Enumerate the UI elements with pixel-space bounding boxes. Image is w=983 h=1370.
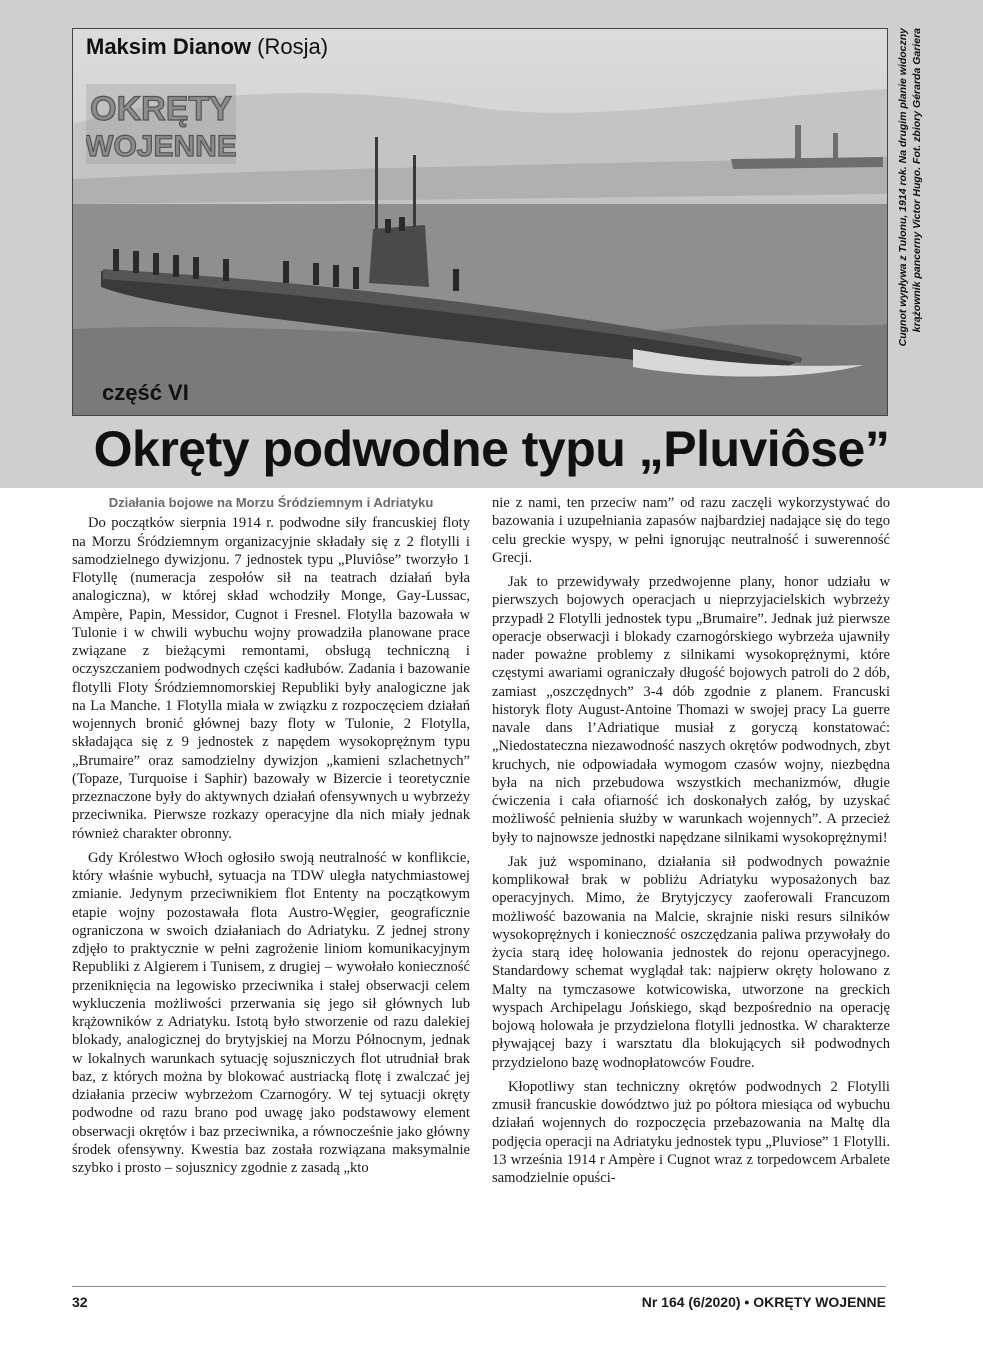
paragraph: Gdy Królestwo Włoch ogłosiło swoją neutralność w konflikcie, który właśnie wybuchł, sytuacja na TDW uległa natychmiastowej zmianie. Jedynym przeciwnikiem flot Ententy na początkowym etapie wojny pozostawała flota Austro-Węgier, geograficznie ograniczona w swoich działaniach do Adriatyku. Z jednej strony zdjęło to praktycznie w pełni zagrożenie liniom komunikacyjnym Republiki z Algierem i Tunisem, z drugiej – wywołało konieczność przeniknięcia na legowisko przeciwnika i stałej obserwacji celem wykluczenia możliwości przerwania się jego sił głównych lub krążowników z Adriatyku. Istotą było stworzenie od razu dalekiej blokady, analogicznej do brytyjskiej na Morzu Północnym, jednak w lokalnych warunkach sytuację sojuszniczych flot utrudniał brak baz, z których można by blokować austriacką flotę i zwalczać jej działania przeciw wybrzeżom Czarnogóry. W tej sytuacji okręty podwodne od razu brano pod uwagę jako podstawowy element obserwacji okrętów i baz przeciwnika, a równocześnie jako główny środek ofensywny. Kwestia baz została rozwiązana maksymalnie szybko i prosto – sojusznicy zgodnie z zasadą „kto [72,849,470,1176]
photo-caption [896,28,926,414]
svg-text:OKRĘTY: OKRĘTY [90,90,232,128]
photo-caption-line-2: krążownik pancerny Victor Hugo. Fot. zbiory Gérarda Gariera [911,28,923,333]
footer-divider [72,1286,886,1287]
article-title: Okręty podwodne typu „Pluviôse” [93,421,890,477]
paragraph: Kłopotliwy stan techniczny okrętów podwodnych 2 Flotylli zmusił francuskie dowództwo już po półtora miesiąca od wybuchu działań wojennych do rozpoczęcia przebazowania na Maltę dla podjęcia operacji na Adriatyku jednostek typu „Pluviose” 1 Flotylli. 13 września 1914 r Ampère i Cugnot wraz z torpedowcem Arbalete samodzielnie opuści- [492,1078,890,1186]
right-column [492,494,890,1187]
page-number: 32 [72,1294,88,1310]
magazine-logo [86,84,236,164]
paragraph: nie z nami, ten przeciw nam” od razu zaczęli wykorzystywać do bazowania i uzupełniania zapasów najbardziej nadające się do tego celu greckie wyspy, w pełni ignorując neutralność i suwerenność Grecji. [492,495,890,566]
paragraph: Jak to przewidywały przedwojenne plany, honor udziału w pierwszych bojowych operacjach u nieprzyjacielskich wybrzeży przypadł 2 Flotylli jednostek typu „Brumaire”. Jednak już pierwsze operacje obserwacji i blokady czarnogórskiego wybrzeża ujawniły nader poważne problemy z silnikami wysokoprężnymi, które częstymi awariami ograniczały długość bojowych patroli do 2 dób, zamiast „oszczędnych” 3-4 dób zgodnie z planem. Francuski historyk floty August-Antoine Thomazi w swojej pracy La guerre navale dans l’Adriatique musiał z goryczą konstatować: „Niedostateczna niezawodność naszych okrętów podwodnych, zbyt kruchych, nie odpowiadała wymogom czasów wojny, niezbędna była na nich przebudowa wszystkich mechanizmów, długie ćwiczenia i cała ofiarność ich doskonałych załóg, by uzyskać możliwość pełnienia służby w warunkach wojennych”. A przecież były to najnowsze jednostki napędzane silnikami wysokoprężnymi! [492,574,890,846]
left-column [72,494,470,1177]
svg-text:WOJENNE: WOJENNE [86,130,236,163]
photo-caption-line-1: Cugnot wypływa z Tulonu, 1914 rok. Na drugim planie widoczny [897,28,909,347]
paragraph: Jak już wspominano, działania sił podwodnych poważnie komplikował brak w pobliżu Adriatyku wyposażonych baz operacyjnych. Mimo, że Brytyjczycy zaoferowali Francuzom możliwość bazowania na Malcie, skrajnie niski resurs silników wysokoprężnych i konieczność oszczędzania paliwa przywołały do życia starą ideę holowania jednostek do rejonu operacyjnego. Standardowy schemat wyglądał tak: najpierw okręty holowano z Malty na tymczasowe kotwicowiska, utworzone na greckich wyspach Archipelagu Jońskiego, skąd bezpośrednio na operację bojową holowała je przydzielona flotylli jednostka. W charakterze pływającej bazy i warsztatu dla blokujących sił podwodnych przydzielono bazę wodnopłatowców Foudre. [492,853,890,1071]
author-country: (Rosja) [257,34,329,59]
section-heading: Działania bojowe na Morzu Śródziemnym i Adriatyku [108,495,434,510]
author-line [86,34,328,60]
part-label: część VI [102,380,189,405]
paragraph: Do początków sierpnia 1914 r. podwodne siły francuskiej floty na Morzu Śródziemnym organizacyjnie składały się z 2 flotylli i samodzielnego dywizjonu. 7 jednostek typu „Pluviôse” tworzyło 1 Flotyllę (numeracja zespołów sił na teatrach działań była analogiczna), w której skład wchodziły Monge, Gay-Lussac, Ampère, Papin, Messidor, Cugnot i Fresnel. Flotylla bazowała w Tulonie i w chwili wybuchu wojny prowadziła planowane prace związane z bieżącymi remontami, obsługą techniczną i oczyszczaniem podwodnych części kadłubów. Zadania i bazowanie flotylli Floty Śródziemnomorskiej Republiki były analogiczne jak na La Manche. 1 Flotylla miała w związku z rozpoczęciem działań wojennych bronić głównej bazy floty w Tulonie, 2 Flotylla, składająca się z 9 jednostek z napędem wysokoprężnym typu „Brumaire” oraz samodzielny dywizjon „kamieni szlachetnych” (Topaze, Turquoise i Saphir) bazowały w Bizercie i teoretycznie przeznaczone były do aktywnych działań ofensywnych u wybrzeży przeciwnika. Pierwsze rozkazy operacyjne dla nich miały jednak również charakter obronny. [72,515,470,842]
author-name: Maksim Dianow [86,34,252,59]
issue-label: Nr 164 (6/2020) • OKRĘTY WOJENNE [641,1294,886,1310]
